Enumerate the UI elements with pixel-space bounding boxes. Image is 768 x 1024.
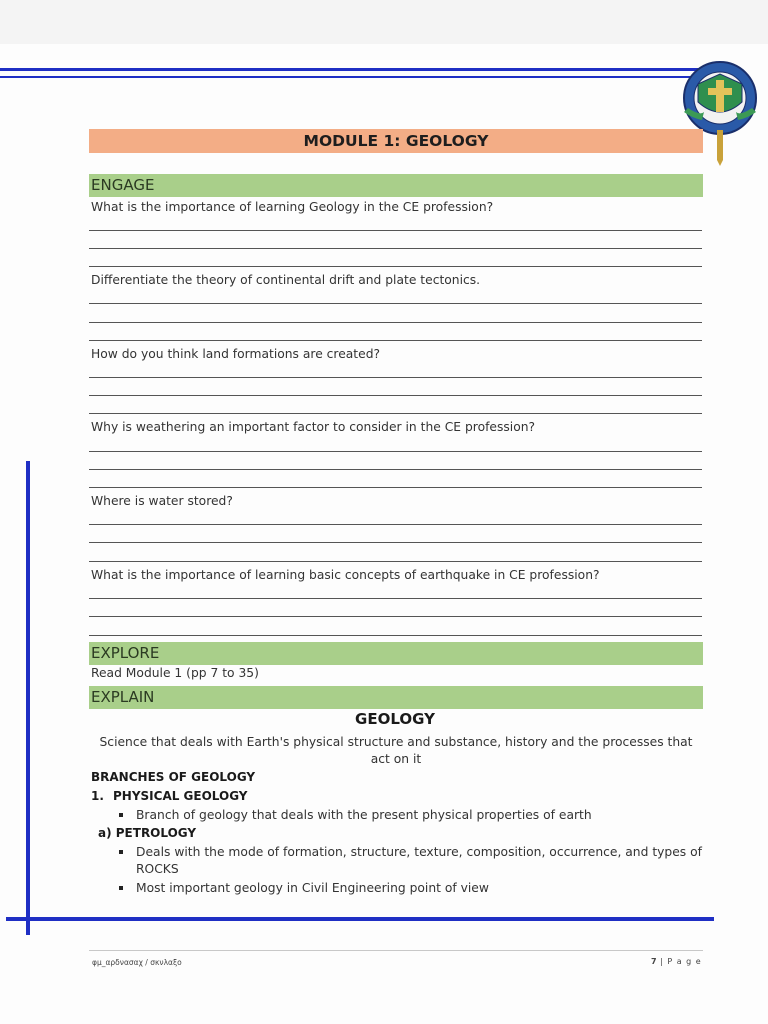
physical-geology-number: 1. xyxy=(91,789,104,803)
answer-line[interactable] xyxy=(89,266,702,267)
answer-line[interactable] xyxy=(89,248,702,249)
answer-line[interactable] xyxy=(89,395,702,396)
page-top-strip xyxy=(0,0,768,44)
list-item xyxy=(136,844,702,878)
answer-line[interactable] xyxy=(89,524,702,525)
answer-line[interactable] xyxy=(89,303,702,304)
bullet-icon xyxy=(119,813,123,817)
footer-divider xyxy=(89,950,703,951)
engage-question: Why is weathering an important factor to consider in the CE profession? xyxy=(91,420,536,434)
bullet-text: Branch of geology that deals with the present physical properties of earth xyxy=(136,808,592,822)
answer-line[interactable] xyxy=(89,451,702,452)
bottom-blue-rule xyxy=(6,917,714,921)
footer-page-indicator xyxy=(651,957,702,966)
engage-question: Where is water stored? xyxy=(91,494,233,508)
module-title-bar: MODULE 1: GEOLOGY xyxy=(89,129,703,153)
bullet-text: Deals with the mode of formation, structure, texture, composition, occurrence, and types of ROCKS xyxy=(136,845,702,876)
answer-line[interactable] xyxy=(89,413,702,414)
answer-line[interactable] xyxy=(89,542,702,543)
engage-question: What is the importance of learning Geology in the CE profession? xyxy=(91,200,494,214)
list-item xyxy=(136,807,702,824)
answer-line[interactable] xyxy=(89,598,702,599)
top-blue-rule-thin xyxy=(0,76,700,78)
physical-geology-heading xyxy=(91,789,248,803)
physical-geology-title: PHYSICAL GEOLOGY xyxy=(113,789,248,803)
engage-section-bar: ENGAGE xyxy=(89,174,703,197)
geology-definition: Science that deals with Earth's physical structure and substance, history and the processes that act on it xyxy=(99,735,693,766)
explain-section-bar: EXPLAIN xyxy=(89,686,703,709)
engage-question: Differentiate the theory of continental drift and plate tectonics. xyxy=(91,273,481,287)
explain-title: GEOLOGY xyxy=(355,710,435,728)
explore-reading-text: Read Module 1 (pp 7 to 35) xyxy=(91,666,259,680)
left-blue-rule xyxy=(26,461,30,935)
answer-line[interactable] xyxy=(89,230,702,231)
petrology-heading: a) PETROLOGY xyxy=(98,826,197,840)
bullet-text: Most important geology in Civil Engineering point of view xyxy=(136,881,489,895)
engage-question: How do you think land formations are created? xyxy=(91,347,381,361)
bullet-icon xyxy=(119,850,123,854)
answer-line[interactable] xyxy=(89,322,702,323)
answer-line[interactable] xyxy=(89,561,702,562)
answer-line[interactable] xyxy=(89,635,702,636)
footer-author-text: φμ_αρδνασαχ / σκνλαξο xyxy=(92,958,182,967)
branches-heading: BRANCHES OF GEOLOGY xyxy=(91,770,256,784)
explore-section-bar: EXPLORE xyxy=(89,642,703,665)
page-label: | P a g e xyxy=(660,957,702,966)
engage-question: What is the importance of learning basic concepts of earthquake in CE profession? xyxy=(91,568,600,582)
answer-line[interactable] xyxy=(89,487,702,488)
answer-line[interactable] xyxy=(89,616,702,617)
top-blue-rule xyxy=(0,68,700,71)
answer-line[interactable] xyxy=(89,340,702,341)
answer-line[interactable] xyxy=(89,377,702,378)
bullet-icon xyxy=(119,886,123,890)
page-number: 7 xyxy=(651,957,657,966)
answer-line[interactable] xyxy=(89,469,702,470)
list-item xyxy=(136,880,702,897)
